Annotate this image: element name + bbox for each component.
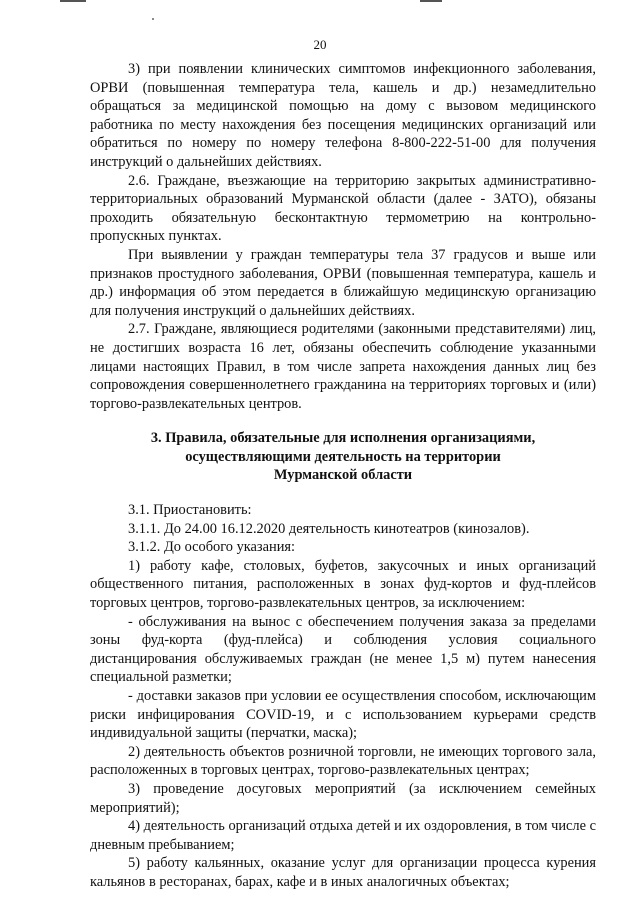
paragraph-3-1-1: 3.1.1. До 24.00 16.12.2020 деятельность кинотеатров (кинозалов). — [128, 520, 530, 537]
paragraph-2-6: 2.6. Граждане, въезжающие на территорию закрытых административно-территориальных образований Мурманской области (далее - ЗАТО), обязаны проходить обязательную бесконтактную термометрию на контрольно-пропускных пунктах. — [90, 172, 596, 245]
scan-dot — [152, 18, 154, 20]
section-heading-line-3: Мурманской области — [273, 467, 413, 484]
list-item-4: 4) деятельность организаций отдыха детей и их оздоровления, в том числе с дневным пребыванием; — [90, 818, 596, 853]
section-heading — [90, 429, 596, 485]
list-item-1: 1) работу кафе, столовых, буфетов, закусочных и иных организаций общественного питания, расположенных в зонах фуд-кортов и фуд-плейсов торговых центров, торгово-развлекательных центров, за исключением: — [90, 557, 596, 612]
list-item-3: 3) проведение досуговых мероприятий (за исключением семейных мероприятий); — [90, 780, 596, 816]
paragraph-3-1-2: 3.1.2. До особого указания: — [128, 539, 296, 556]
page-number: 20 — [313, 37, 327, 52]
section-heading-line-1: 3. Правила, обязательные для исполнения организациями, — [150, 430, 536, 447]
list-subitem-delivery: - доставки заказов при условии ее осуществления способом, исключающим риски инфицирования COVID-19, и с использованием курьерами средств индивидуальной защиты (перчатки, маска); — [90, 688, 596, 742]
paragraph-2-7: 2.7. Граждане, являющиеся родителями (законными представителями) лиц, не достигших возраста 16 лет, обязаны обеспечить соблюдение указанными лицами настоящих Правил, в том числе запрета нахождения данных лиц без сопровождения совершеннолетнего гражданина на территориях торговых и (или) торгово-развлекательных центров. — [90, 321, 596, 412]
paragraph-temperature: При выявлении у граждан температуры тела 37 градусов и выше или признаков простудного заболевания, ОРВИ (повышенная температура, кашель и др.) информация об этом передается в ближайшую медицинскую организацию для получения инструкций о дальнейших действиях. — [90, 246, 596, 319]
scan-mark-right — [420, 0, 442, 2]
list-item-5: 5) работу кальянных, оказание услуг для организации процесса курения кальянов в ресторанах, барах, кафе и в иных аналогичных объектах; — [90, 855, 596, 890]
paragraph-3-1: 3.1. Приостановить: — [128, 502, 252, 519]
section-heading-line-2: осуществляющими деятельность на территории — [185, 448, 501, 465]
list-subitem-takeaway: - обслуживания на вынос с обеспечением получения заказа за пределами зоны фуд-корта (фуд-плейса) и соблюдения условия социального дистанцирования обслуживаемых граждан (не менее 1,5 м) путем нанесения специальной разметки; — [90, 613, 596, 686]
paragraph-symptoms: 3) при появлении клинических симптомов инфекционного заболевания, ОРВИ (повышенная температура тела, кашель и др.) незамедлительно обращаться за медицинской помощью на дому с вызовом медицинского работника по месту нахождения без посещения медицинских организаций или обратиться по номеру по номеру телефона 8-800-222-51-00 для получения инструкций о дальнейших действиях. — [90, 61, 596, 170]
list-item-2: 2) деятельность объектов розничной торговли, не имеющих торгового зала, расположенных в торговых центрах, торгово-развлекательных центрах; — [90, 743, 596, 779]
document-body — [90, 60, 596, 892]
scan-mark-left — [60, 0, 86, 2]
